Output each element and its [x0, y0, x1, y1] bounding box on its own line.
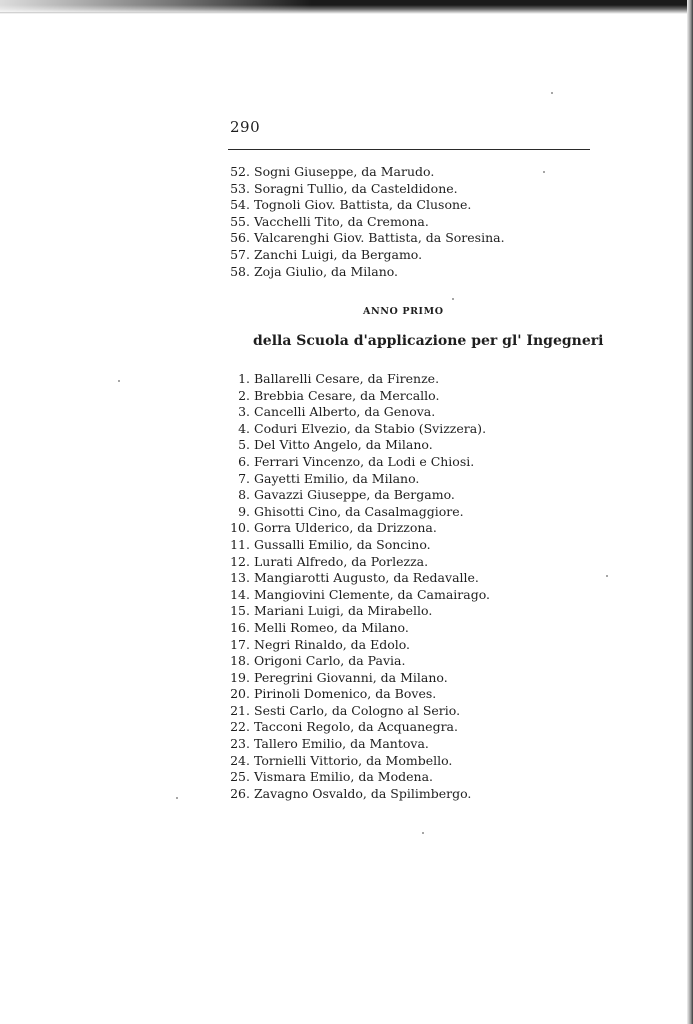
section-title: della Scuola d'applicazione per gl' Ingegneri — [253, 333, 604, 349]
entry-name: Zoja Giulio, da Milano. — [254, 263, 399, 279]
list-entry — [228, 437, 490, 454]
entry-number: 56. — [230, 230, 250, 246]
entry-name: Cancelli Alberto, da Genova. — [254, 404, 436, 420]
entry-number: 57. — [230, 246, 250, 262]
entry-name: Negri Rinaldo, da Edolo. — [254, 636, 411, 652]
scan-speck — [551, 92, 553, 94]
scan-speck — [176, 797, 178, 799]
entry-name: Sogni Giuseppe, da Marudo. — [254, 164, 435, 179]
entry-number: 15. — [230, 603, 250, 619]
list-entry — [228, 454, 490, 471]
list-entry — [228, 786, 490, 803]
entry-name: Mariani Luigi, da Mirabello. — [254, 603, 433, 619]
entry-number: 20. — [230, 686, 250, 702]
entry-name: Valcarenghi Giov. Battista, da Soresina. — [254, 230, 505, 246]
list-entry — [228, 371, 490, 388]
entry-number: 5. — [238, 437, 250, 453]
list-entry — [228, 264, 505, 281]
scan-right-edge — [687, 0, 693, 1024]
entry-number: 2. — [238, 387, 250, 403]
list-entry — [228, 769, 490, 786]
list-entry — [228, 653, 490, 670]
entry-number: 4. — [238, 420, 250, 436]
entry-name: Gayetti Emilio, da Milano. — [254, 470, 420, 486]
scan-speck — [606, 575, 608, 577]
entry-name: Vacchelli Tito, da Cremona. — [254, 213, 429, 229]
scan-speck — [452, 298, 454, 300]
page-number: 290 — [230, 118, 261, 136]
list-entry — [228, 421, 490, 438]
entry-number: 6. — [238, 453, 250, 469]
list-entry — [228, 537, 490, 554]
list-entry — [228, 164, 505, 181]
entry-name: Tacconi Regolo, da Acquanegra. — [254, 719, 458, 735]
list-entry — [228, 587, 490, 604]
entry-name: Coduri Elvezio, da Stabio (Svizzera). — [254, 420, 487, 436]
entry-name: Pirinoli Domenico, da Boves. — [254, 686, 437, 702]
list-entry — [228, 554, 490, 571]
entry-number: 12. — [230, 553, 250, 569]
list-entry — [228, 214, 505, 231]
entry-name: Melli Romeo, da Milano. — [254, 619, 409, 635]
list-entry — [228, 620, 490, 637]
entry-number: 18. — [230, 653, 250, 669]
scan-top-edge-fade — [0, 0, 693, 12]
entry-number: 54. — [230, 197, 250, 213]
section-label: ANNO PRIMO — [363, 306, 444, 317]
scan-speck — [422, 832, 424, 834]
header-rule — [228, 149, 590, 150]
entry-name: Tornielli Vittorio, da Mombello. — [254, 752, 453, 768]
list-entry — [228, 181, 505, 198]
entry-number: 10. — [230, 520, 250, 536]
list-entry — [228, 686, 490, 703]
entry-number: 58. — [230, 263, 250, 279]
entry-name: Mangiovini Clemente, da Camairago. — [254, 586, 490, 602]
list-entry — [228, 404, 490, 421]
entry-name: Vismara Emilio, da Modena. — [254, 769, 433, 785]
entry-name: Gussalli Emilio, da Soncino. — [254, 536, 431, 552]
entry-number: 53. — [230, 180, 250, 196]
entry-name: Lurati Alfredo, da Porlezza. — [254, 553, 429, 569]
entry-number: 22. — [230, 719, 250, 735]
entry-name: Zavagno Osvaldo, da Spilimbergo. — [254, 785, 472, 801]
entry-number: 1. — [238, 371, 250, 386]
entry-number: 8. — [238, 487, 250, 503]
list-entry — [228, 388, 490, 405]
scan-speck — [118, 380, 120, 382]
list-entry — [228, 230, 505, 247]
scan-speck — [543, 171, 545, 173]
list-entry — [228, 504, 490, 521]
entry-number: 13. — [230, 570, 250, 586]
list-entry — [228, 570, 490, 587]
student-list-first-year — [228, 371, 490, 802]
entry-number: 55. — [230, 213, 250, 229]
entry-name: Ghisotti Cino, da Casalmaggiore. — [254, 503, 464, 519]
entry-name: Zanchi Luigi, da Bergamo. — [254, 246, 423, 262]
entry-number: 16. — [230, 619, 250, 635]
entry-name: Origoni Carlo, da Pavia. — [254, 653, 406, 669]
list-entry — [228, 471, 490, 488]
list-entry — [228, 603, 490, 620]
list-entry — [228, 670, 490, 687]
entry-number: 7. — [238, 470, 250, 486]
entry-name: Ballarelli Cesare, da Firenze. — [254, 371, 440, 386]
entry-name: Mangiarotti Augusto, da Redavalle. — [254, 570, 479, 586]
list-entry — [228, 703, 490, 720]
entry-name: Peregrini Giovanni, da Milano. — [254, 669, 448, 685]
list-entry — [228, 753, 490, 770]
entry-name: Soragni Tullio, da Casteldidone. — [254, 180, 458, 196]
list-entry — [228, 520, 490, 537]
entry-number: 23. — [230, 736, 250, 752]
entry-number: 3. — [238, 404, 250, 420]
entry-name: Del Vitto Angelo, da Milano. — [254, 437, 433, 453]
entry-name: Sesti Carlo, da Cologno al Serio. — [254, 702, 461, 718]
entry-number: 17. — [230, 636, 250, 652]
entry-name: Gorra Ulderico, da Drizzona. — [254, 520, 437, 536]
list-entry — [228, 197, 505, 214]
entry-number: 26. — [230, 785, 250, 801]
entry-number: 11. — [230, 536, 250, 552]
entry-name: Gavazzi Giuseppe, da Bergamo. — [254, 487, 455, 503]
list-entry — [228, 637, 490, 654]
entry-number: 19. — [230, 669, 250, 685]
entry-number: 9. — [238, 503, 250, 519]
entry-name: Brebbia Cesare, da Mercallo. — [254, 387, 440, 403]
entry-number: 25. — [230, 769, 250, 785]
entry-number: 14. — [230, 586, 250, 602]
entry-number: 52. — [230, 164, 250, 179]
list-entry — [228, 719, 490, 736]
list-entry — [228, 736, 490, 753]
entry-number: 24. — [230, 752, 250, 768]
student-list-continued — [228, 164, 505, 280]
entry-name: Ferrari Vincenzo, da Lodi e Chiosi. — [254, 453, 475, 469]
entry-name: Tognoli Giov. Battista, da Clusone. — [254, 197, 472, 213]
list-entry — [228, 247, 505, 264]
entry-number: 21. — [230, 702, 250, 718]
entry-name: Tallero Emilio, da Mantova. — [254, 736, 429, 752]
list-entry — [228, 487, 490, 504]
